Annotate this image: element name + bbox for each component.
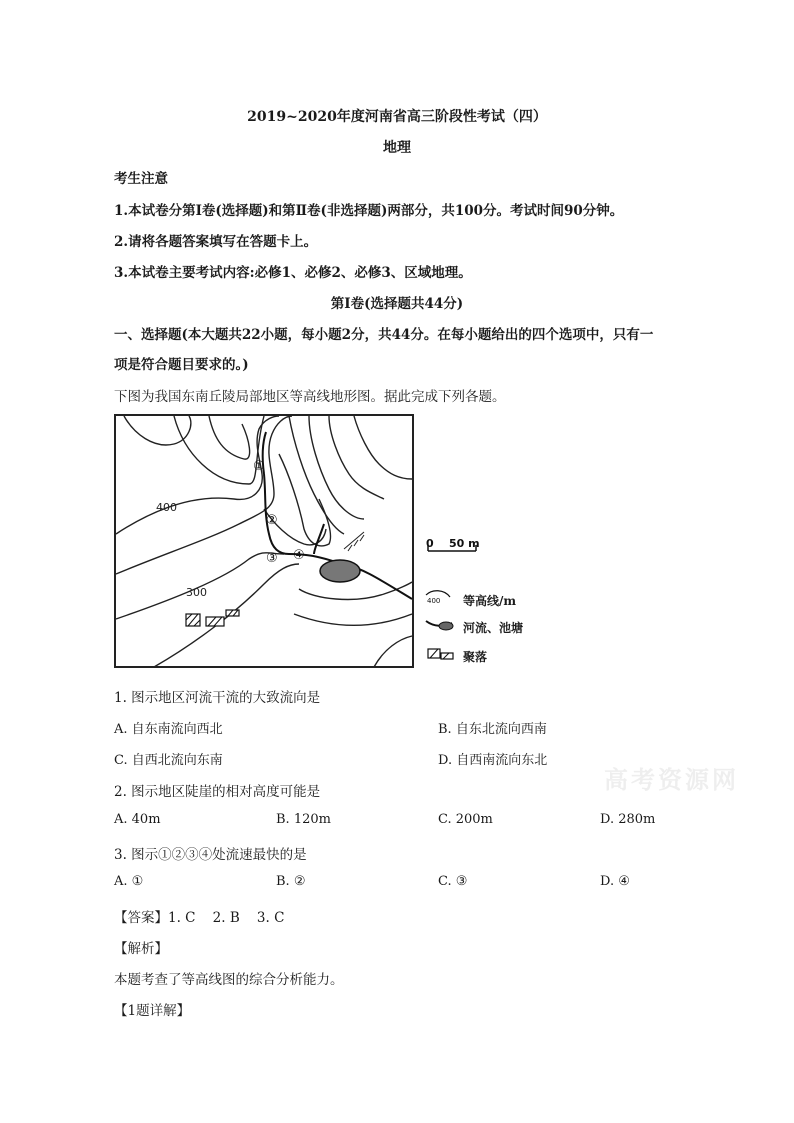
legend-sample-value: 400: [427, 597, 441, 605]
question-1-stem: 1. 图示地区河流干流的大致流向是: [114, 690, 321, 706]
watermark: 高考资源网: [604, 765, 739, 794]
question-1-option-d: D. 自西南流向东北: [438, 753, 548, 768]
map-frame: [115, 415, 413, 667]
scale-label: 0 50 m: [426, 537, 480, 550]
question-2-stem: 2. 图示地区陡崖的相对高度可能是: [114, 784, 321, 800]
section-title: 第Ⅰ卷(选择题共44分): [330, 296, 464, 312]
scale-bar: [426, 537, 480, 551]
contour-map: [114, 414, 414, 668]
legend-river-label: 河流、池塘: [463, 621, 524, 635]
notice-item-3: 3.本试卷主要考试内容:必修1、必修2、必修3、区域地理。: [114, 265, 472, 281]
question-3-option-d: D. ④: [600, 874, 630, 889]
marker-1: ①: [253, 459, 265, 474]
question-2-option-d: D. 280m: [600, 812, 656, 827]
notice-item-2: 2.请将各题答案填写在答题卡上。: [114, 234, 318, 250]
contour-label-300: 300: [186, 586, 207, 599]
question-2-option-a: A. 40m: [114, 812, 161, 827]
analysis-heading: 【解析】: [114, 941, 168, 957]
question-3-option-a: A. ①: [114, 874, 144, 889]
notice-heading: 考生注意: [114, 171, 168, 187]
pond: [320, 560, 360, 582]
section-instruction-line2: 项是符合题目要求的。): [114, 357, 249, 373]
legend-river-symbol: [426, 621, 453, 630]
marker-3: ③: [266, 551, 278, 566]
question-2-option-b: B. 120m: [276, 812, 331, 827]
question-3-stem: 3. 图示①②③④处流速最快的是: [114, 847, 307, 863]
question-1-option-b: B. 自东北流向西南: [438, 722, 547, 737]
contour-label-400: 400: [156, 501, 177, 514]
passage-text: 下图为我国东南丘陵局部地区等高线地形图。据此完成下列各题。: [114, 389, 506, 405]
question-3-option-b: B. ②: [276, 874, 306, 889]
detail-heading: 【1题详解】: [114, 1003, 191, 1019]
legend-contour-symbol: [426, 591, 450, 605]
answer-line: 【答案】1. C 2. B 3. C: [114, 910, 285, 926]
analysis-text: 本题考查了等高线图的综合分析能力。: [114, 972, 344, 988]
legend-settlement-label: 聚落: [463, 650, 488, 664]
notice-item-1: 1.本试卷分第Ⅰ卷(选择题)和第Ⅱ卷(非选择题)两部分，共100分。考试时间90分钟。: [114, 203, 624, 219]
marker-2: ②: [266, 513, 278, 528]
marker-4: ④: [293, 548, 305, 563]
legend-contour-label: 等高线/m: [463, 594, 517, 608]
question-1-option-c: C. 自西北流向东南: [114, 753, 223, 768]
question-3-option-c: C. ③: [438, 874, 468, 889]
legend-settlement-symbol: [428, 649, 453, 659]
exam-title: 2019~2020年度河南省高三阶段性考试（四）: [247, 109, 547, 125]
section-instruction-line1: 一、选择题(本大题共22小题，每小题2分，共44分。在每小题给出的四个选项中，只有一: [114, 327, 654, 343]
question-2-option-c: C. 200m: [438, 812, 493, 827]
subject-title: 地理: [383, 140, 411, 156]
question-1-option-a: A. 自东南流向西北: [114, 722, 223, 737]
